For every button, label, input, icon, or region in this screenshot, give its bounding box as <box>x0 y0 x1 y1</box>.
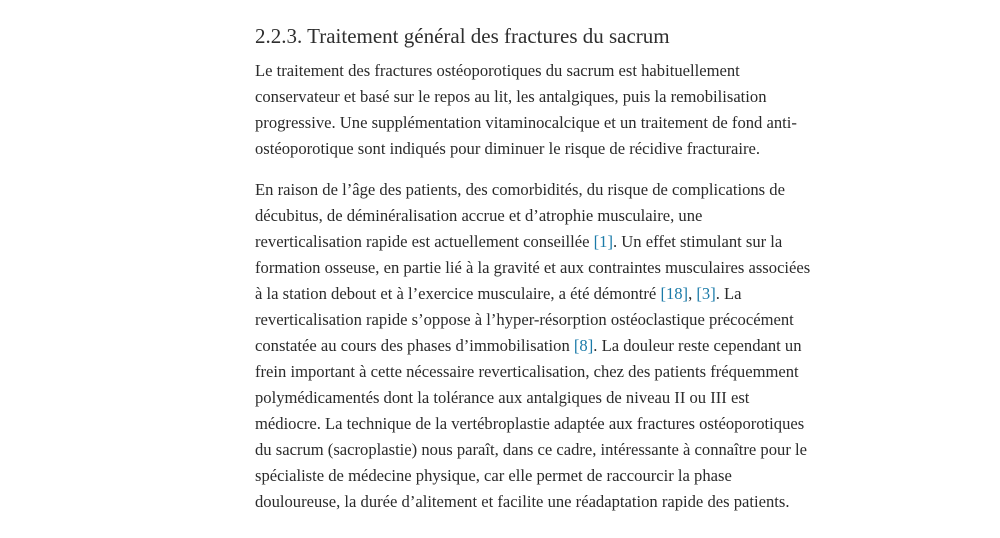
paragraph-1-line: conservateur et basé sur le repos au lit, les antalgiques, puis la remobilisation <box>255 87 767 106</box>
paragraph-2-line: formation osseuse, en partie lié à la gravité et aux contraintes musculaires associées <box>255 258 811 277</box>
paragraph-2-line <box>255 229 915 255</box>
paragraph-1-line: progressive. Une supplémentation vitaminocalcique et un traitement de fond anti- <box>255 113 797 132</box>
paragraph-2-line <box>255 333 915 359</box>
text-segment: . La douleur reste cependant un <box>593 336 802 355</box>
paragraph-2-line <box>255 281 915 307</box>
paragraph-2 <box>255 177 915 515</box>
article-section <box>255 22 915 530</box>
text-segment: . Un effet stimulant sur la <box>613 232 783 251</box>
paragraph-2-line: En raison de l’âge des patients, des comorbidités, du risque de complications de <box>255 180 785 199</box>
paragraph-2-line: reverticalisation rapide s’oppose à l’hyper-résorption ostéoclastique précocément <box>255 310 794 329</box>
section-heading: 2.2.3. Traitement général des fractures du sacrum <box>255 24 670 48</box>
paragraph-2-line: décubitus, de déminéralisation accrue et d’atrophie musculaire, une <box>255 206 703 225</box>
paragraph-1-line: ostéoporotique sont indiqués pour diminuer le risque de récidive fracturaire. <box>255 139 761 158</box>
paragraph-2-line: polymédicamentés dont la tolérance aux antalgiques de niveau II ou III est <box>255 388 750 407</box>
paragraph-2-line: médiocre. La technique de la vertébroplastie adaptée aux fractures ostéoporotiques <box>255 414 805 433</box>
text-segment: reverticalisation rapide est actuellement conseillée <box>255 232 594 251</box>
reference-link-1[interactable]: [1] <box>593 232 613 251</box>
text-segment: constatée au cours des phases d’immobilisation <box>255 336 574 355</box>
text-segment: . La <box>715 284 742 303</box>
text-segment: à la station debout et à l’exercice musculaire, a été démontré <box>255 284 661 303</box>
paragraph-2-line: frein important à cette nécessaire reverticalisation, chez des patients fréquemment <box>255 362 799 381</box>
reference-link-8[interactable]: [8] <box>573 336 594 355</box>
paragraph-2-line: spécialiste de médecine physique, car elle permet de raccourcir la phase <box>255 466 732 485</box>
text-segment: , <box>688 284 697 303</box>
paragraph-1-line: Le traitement des fractures ostéoporotiques du sacrum est habituellement <box>255 61 740 80</box>
paragraph-2-line: du sacrum (sacroplastie) nous paraît, dans ce cadre, intéressante à connaître pour le <box>255 440 807 459</box>
paragraph-1 <box>255 58 915 162</box>
reference-link-3[interactable]: [3] <box>696 284 716 303</box>
paragraph-2-line: douloureuse, la durée d’alitement et facilite une réadaptation rapide des patients. <box>255 492 790 511</box>
reference-link-18[interactable]: [18] <box>660 284 689 303</box>
